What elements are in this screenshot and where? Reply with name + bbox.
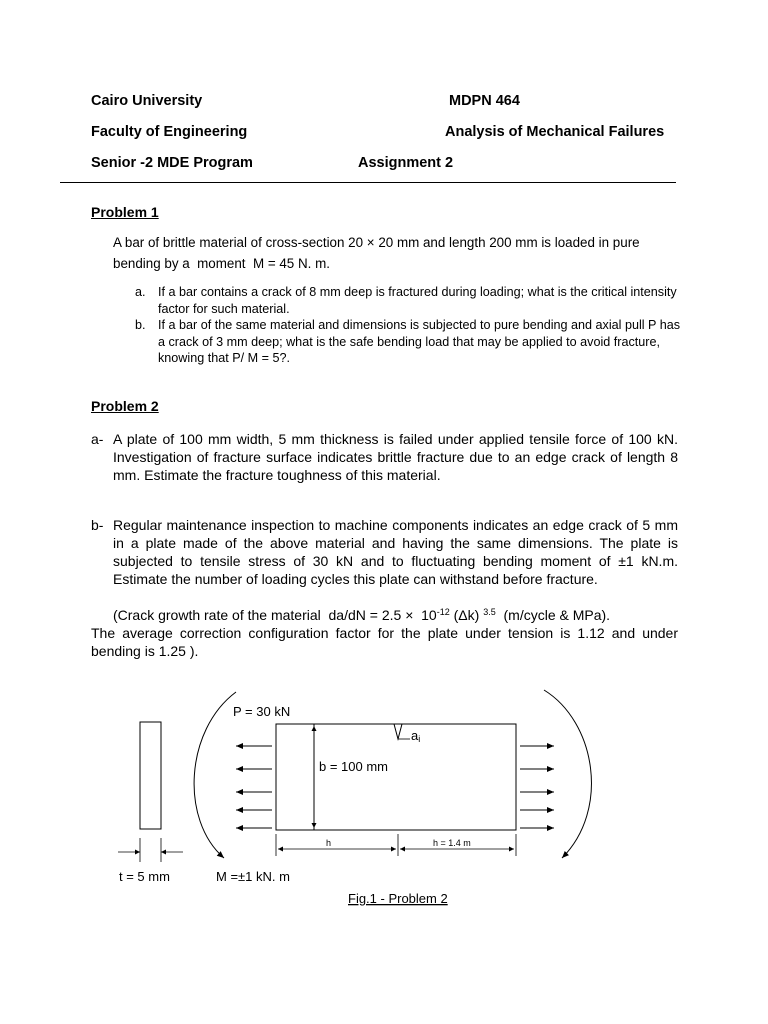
course-name: Analysis of Mechanical Failures [445,124,665,140]
university-name: Cairo University [91,93,203,109]
problem1-a-text: If a bar contains a crack of 8 mm deep is fractured during loading; what is the critical intensity factor for such material. [158,285,677,316]
t-label: t = 5 mm [119,869,170,884]
problem2-a-text: A plate of 100 mm width, 5 mm thickness is failed under applied tensile force of 100 kN. Investigation of fracture surface indicates brittle fracture due to an edge crack of length 8 mm. Estimate the fracture toughness of this material. [113,431,678,483]
left-moment-arc [194,692,236,858]
faculty-name: Faculty of Engineering [91,124,248,140]
right-tension-arrows [520,746,554,828]
assignment-title: Assignment 2 [358,155,454,171]
problem1-title: Problem 1 [91,204,159,220]
b-label: b = 100 mm [319,759,389,774]
plate-rectangle [276,724,516,830]
crack-growth-rate: (Crack growth rate of the material $da/dN = 2.5 \times 10^{-12}$ (Δk) $^{3.5}$ (m/cycle & MPa). [113,607,611,623]
problem2-title: Problem 2 [91,398,159,414]
crack-notch [394,724,402,739]
m-label: M =±1 kN. m [216,869,290,884]
problem1-b-text: If a bar of the same material and dimensions is subjected to pure bending and axial pull P has a crack of 3 mm deep; what is the safe bending load that may be applied to avoid fracture, knowing that P/ M = 5?. [158,318,681,365]
program-name: Senior -2 MDE Program [91,155,253,171]
figure-caption: Fig.1 - Problem 2 [348,891,448,906]
right-moment-arc [544,690,591,858]
crack-label: ai [411,728,421,744]
course-code: MDPN 464 [449,93,520,109]
problem1-intro-line1: A bar of brittle material of cross-section 20 × 20 mm and length 200 mm is loaded in pure [113,235,640,250]
h-right-label: h = 1.4 m [433,838,471,848]
correction-factor-note: The average correction configuration factor for the plate under tension is 1.12 and under bending is 1.25 ). [91,625,678,659]
problem2-b-text: Regular maintenance inspection to machine components indicates an edge crack of 5 mm in a plate made of the above material and having the same dimensions. The plate is subjected to tensile stress of 30 kN and to fluctuating bending moment of ±1 kN.m. Estimate the number of loading cycles this plate can withstand before fracture. [113,517,678,587]
problem1-a-label: a. [135,285,146,299]
problem2-b-label: b- [91,517,104,533]
left-tension-arrows [236,746,272,828]
problem1-b-label: b. [135,318,146,332]
problem2-a-label: a- [91,431,104,447]
side-view-bar [140,722,161,829]
p-label: P = 30 kN [233,704,291,719]
h-left-label: h [326,838,332,848]
problem1-intro-line2: bending by a moment M = 45 N. m. [113,256,330,271]
